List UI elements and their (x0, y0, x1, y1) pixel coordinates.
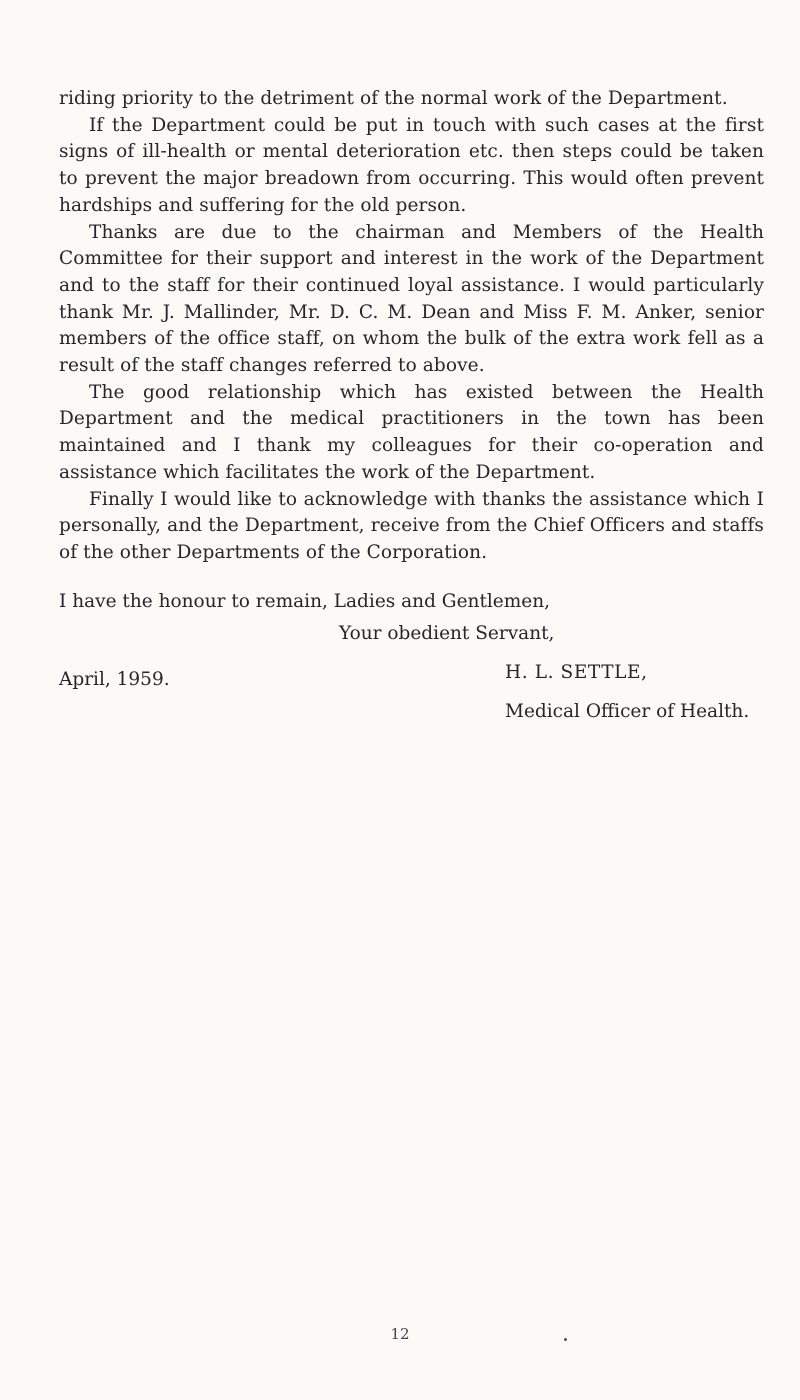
document-date: April, 1959. (59, 669, 170, 690)
paragraph-early-cases: If the Department could be put in touch with such cases at the first signs of ill-health or mental deterioration etc. then steps could be taken to prevent the major breadown from occurring. This would often prevent hardships and suffering for the old person. (59, 114, 764, 216)
signature-title: Medical Officer of Health. (505, 700, 750, 722)
obedient-servant-line: Your obedient Servant, (339, 623, 555, 645)
document-body (59, 86, 764, 725)
paragraph-relationship: The good relationship which has existed between the Health Department and the medical practitioners in the town has been maintained and I thank my colleagues for their co-operation and assistance which facilitates the work of the Department. (59, 381, 764, 483)
paragraph-acknowledgement: Finally I would like to acknowledge with thanks the assistance which I personally, and the Department, receive from the Chief Officers and staffs of the other Departments of the Corporation. (59, 488, 764, 563)
print-dot-mark (564, 1338, 567, 1341)
paragraph-thanks-committee: Thanks are due to the chairman and Members of the Health Committee for their support and interest in the work of the Department and to the staff for their continued loyal assistance. I would particularly thank Mr. J. Mallinder, Mr. D. C. M. Dean and Miss F. M. Anker, senior members of the office staff, on whom the bulk of the extra work fell as a result of the staff changes referred to above. (59, 221, 764, 377)
signature-name: H. L. SETTLE, (505, 662, 648, 684)
page-number: 12 (390, 1325, 410, 1343)
closing-salutation: I have the honour to remain, Ladies and Gentlemen, (59, 590, 551, 612)
paragraph-continuation: riding priority to the detriment of the normal work of the Department. (59, 88, 728, 109)
